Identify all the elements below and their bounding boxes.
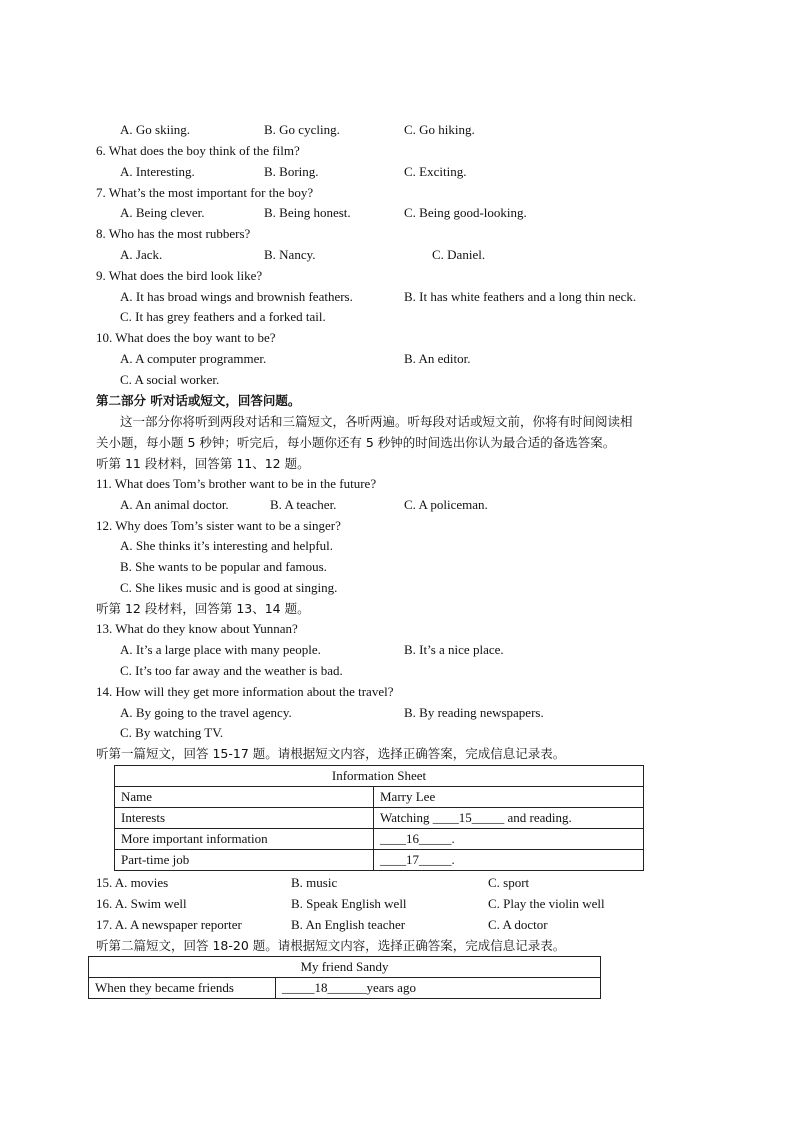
q14-option-c[interactable]: C. By watching TV. — [120, 725, 224, 740]
q9-option-a[interactable]: A. It has broad wings and brownish feathers. — [120, 289, 353, 304]
q10-stem: 10. What does the boy want to be? — [96, 330, 276, 345]
q8-option-a[interactable]: A. Jack. — [120, 247, 163, 262]
q11-stem: 11. What does Tom’s brother want to be in the future? — [96, 476, 377, 491]
value-suffix: years ago — [366, 980, 416, 995]
q11-option-c[interactable]: C. A policeman. — [404, 497, 488, 512]
q13-stem: 13. What do they know about Yunnan? — [96, 621, 298, 636]
q16-option-c[interactable]: C. Play the violin well — [488, 896, 605, 911]
q9-option-b[interactable]: B. It has white feathers and a long thin neck. — [404, 289, 637, 304]
q14-option-b[interactable]: B. By reading newspapers. — [404, 705, 544, 720]
q16-option-a[interactable]: 16. A. Swim well — [96, 896, 187, 911]
q7-option-b[interactable]: B. Being honest. — [264, 205, 351, 220]
table-title: Information Sheet — [115, 766, 644, 787]
row-label: More important information — [115, 829, 374, 850]
q11-option-b[interactable]: B. A teacher. — [270, 497, 337, 512]
table-row — [115, 808, 644, 829]
q6-option-c[interactable]: C. Exciting. — [404, 164, 467, 179]
q5-option-b[interactable]: B. Go cycling. — [264, 122, 340, 137]
information-sheet-table — [114, 765, 644, 871]
q9-stem: 9. What does the bird look like? — [96, 268, 263, 283]
material-11-instruction: 听第 11 段材料，回答第 11、12 题。 — [96, 456, 310, 471]
passage-2-instruction: 听第二篇短文，回答 18-20 题。请根据短文内容，选择正确答案，完成信息记录表。 — [96, 938, 566, 953]
q13-option-a[interactable]: A. It’s a large place with many people. — [120, 642, 321, 657]
table-row — [89, 978, 601, 999]
row-value — [276, 978, 601, 999]
answer-blank-15[interactable]: ____15_____ — [432, 810, 505, 825]
q12-option-c[interactable]: C. She likes music and is good at singing. — [120, 580, 338, 595]
table-row — [115, 850, 644, 871]
q15-option-b[interactable]: B. music — [291, 875, 338, 890]
q17-option-c[interactable]: C. A doctor — [488, 917, 548, 932]
q12-stem: 12. Why does Tom’s sister want to be a singer? — [96, 518, 341, 533]
value-suffix: . — [451, 831, 455, 846]
row-label: Part-time job — [115, 850, 374, 871]
row-value — [374, 808, 644, 829]
q17-option-a[interactable]: 17. A. A newspaper reporter — [96, 917, 242, 932]
q14-option-a[interactable]: A. By going to the travel agency. — [120, 705, 292, 720]
q10-option-b[interactable]: B. An editor. — [404, 351, 471, 366]
q6-option-b[interactable]: B. Boring. — [264, 164, 319, 179]
q12-option-a[interactable]: A. She thinks it’s interesting and helpful. — [120, 538, 334, 553]
q6-option-a[interactable]: A. Interesting. — [120, 164, 195, 179]
q11-option-a[interactable]: A. An animal doctor. — [120, 497, 229, 512]
q10-option-c[interactable]: C. A social worker. — [120, 372, 220, 387]
q5-option-c[interactable]: C. Go hiking. — [404, 122, 475, 137]
value-suffix: . — [451, 852, 455, 867]
q17-option-b[interactable]: B. An English teacher — [291, 917, 406, 932]
q9-option-c[interactable]: C. It has grey feathers and a forked tail. — [120, 309, 326, 324]
q7-option-a[interactable]: A. Being clever. — [120, 205, 205, 220]
answer-blank-18[interactable]: _____18______ — [282, 980, 367, 995]
q10-option-a[interactable]: A. A computer programmer. — [120, 351, 267, 366]
my-friend-sandy-table — [88, 956, 601, 999]
value-suffix: and reading. — [504, 810, 572, 825]
row-label: When they became friends — [89, 978, 276, 999]
part2-heading: 第二部分 听对话或短文，回答问题。 — [96, 393, 301, 408]
value-text: Marry Lee — [380, 789, 436, 804]
q13-option-c[interactable]: C. It’s too far away and the weather is bad. — [120, 663, 343, 678]
table-row — [115, 787, 644, 808]
row-value — [374, 787, 644, 808]
answer-blank-16[interactable]: ____16_____ — [380, 831, 452, 846]
q12-option-b[interactable]: B. She wants to be popular and famous. — [120, 559, 327, 574]
q13-option-b[interactable]: B. It’s a nice place. — [404, 642, 504, 657]
q5-option-a[interactable]: A. Go skiing. — [120, 122, 191, 137]
table-row — [115, 829, 644, 850]
passage-1-instruction: 听第一篇短文，回答 15-17 题。请根据短文内容，选择正确答案，完成信息记录表。 — [96, 746, 566, 761]
q7-option-c[interactable]: C. Being good-looking. — [404, 205, 527, 220]
part2-intro-line1: 这一部分你将听到两段对话和三篇短文，各听两遍。听每段对话或短文前，你将有时间阅读相 — [120, 414, 633, 429]
q14-stem: 14. How will they get more information about the travel? — [96, 684, 394, 699]
value-text: Watching — [380, 810, 433, 825]
q8-option-b[interactable]: B. Nancy. — [264, 247, 316, 262]
q6-stem: 6. What does the boy think of the film? — [96, 143, 300, 158]
answer-blank-17[interactable]: ____17_____ — [380, 852, 452, 867]
part2-intro-line2: 关小题，每小题 5 秒钟；听完后，每小题你还有 5 秒钟的时间选出你认为最合适的备选答案。 — [96, 435, 616, 450]
q8-option-c[interactable]: C. Daniel. — [432, 247, 486, 262]
q15-option-a[interactable]: 15. A. movies — [96, 875, 169, 890]
row-value — [374, 829, 644, 850]
row-value — [374, 850, 644, 871]
material-12-instruction: 听第 12 段材料，回答第 13、14 题。 — [96, 601, 310, 616]
q8-stem: 8. Who has the most rubbers? — [96, 226, 251, 241]
table-title: My friend Sandy — [89, 957, 601, 978]
q7-stem: 7. What’s the most important for the boy? — [96, 185, 314, 200]
q15-option-c[interactable]: C. sport — [488, 875, 530, 890]
row-label: Interests — [115, 808, 374, 829]
q16-option-b[interactable]: B. Speak English well — [291, 896, 407, 911]
row-label: Name — [115, 787, 374, 808]
